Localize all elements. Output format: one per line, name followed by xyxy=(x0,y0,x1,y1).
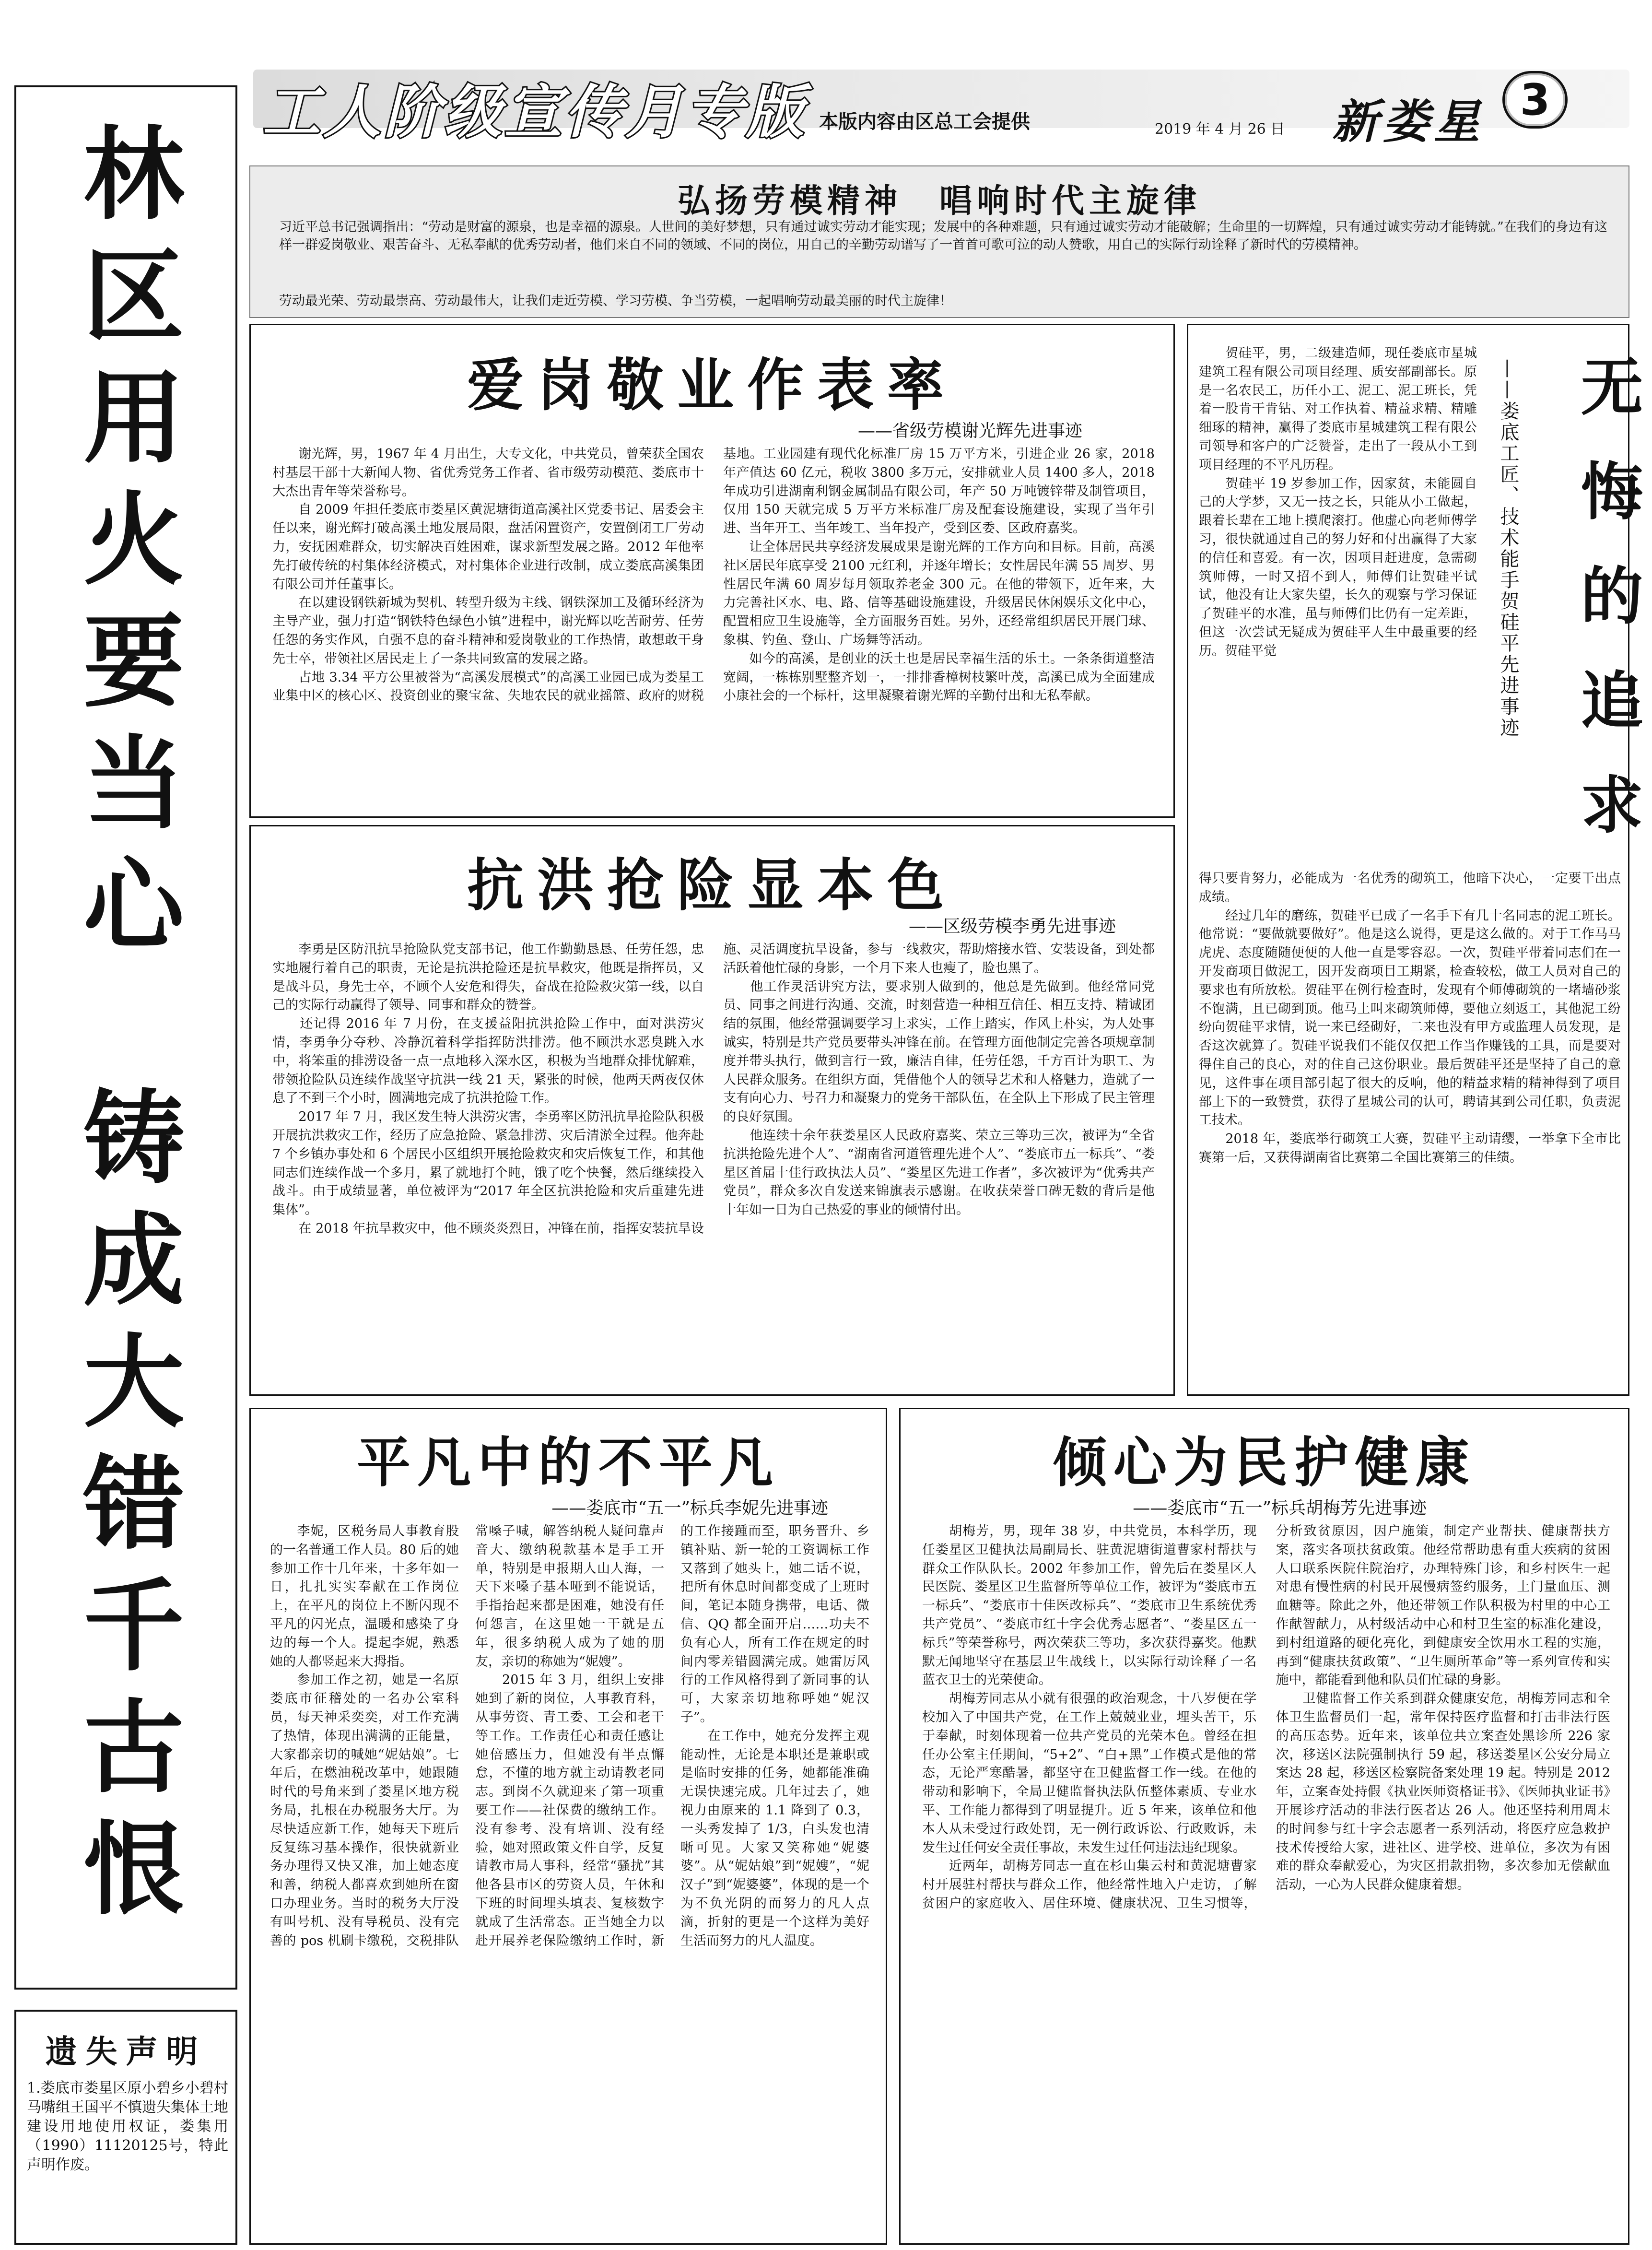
article-card-aigang xyxy=(249,324,1175,818)
article-card-qingxin xyxy=(899,1408,1629,2245)
lost-notice-title: 遗失声明 xyxy=(45,2033,207,2070)
provider-note: 本版内容由区总工会提供 xyxy=(819,111,1030,133)
issue-date: 2019 年 4 月 26 日 xyxy=(1155,121,1285,138)
lost-notice-text: 1.娄底市娄星区原小碧乡小碧村马嘴组王国平不慎遗失集体土地建设用地使用权证，娄集用（1990）11120125号，特此声明作废。 xyxy=(27,2080,228,2173)
article-body-kanghong: 李勇是区防汛抗旱抢险队党支部书记，他工作勤勤恳恳、任劳任怨，忠实地履行着自己的职责，无论是抗洪抢险还是抗旱救灾，他既是指挥员，又是战斗员，身先士卒，不顾个人安危和得失，奋战在抢险救灾第一线，以自己的实际行动赢得了领导、同事和群众的赞誉。 还记得 2016 年 7 月份，在支援益阳抗洪抢险工作中，面对洪涝灾情，李勇争分夺秒、冷静沉着科学指挥防洪排涝。他不顾洪水恶臭跳入水中，将笨重的排涝设备一点一点地移入深水区，积极为当地群众排忧解难，带领抢险队员连续作战坚守抗洪一线 21 天，紧张的时候，他两天两夜仅休息了不到三个小时，圆满地完成了抗洪抢险工作。 2017 年 7 月，我区发生特大洪涝灾害，李勇率区防汛抗旱抢险队积极开展抗洪救灾工作，经历了应急抢险、紧急排涝、灾后清淤全过程。他奔赴 7 个乡镇办事处和 6 个居民小区组织开展抢险救灾和灾后恢复工作，和其他同志们连续作战一个多月，累了就地打个盹，饿了吃个快餐，然后继续投入战斗。由于成绩显著，单位被评为“2017 年全区抗洪抢险和灾后重建先进集体”。 在 2018 年抗旱救灾中，他不顾炎炎烈日，冲锋在前，指挥安装抗旱设施、灵活调度抗旱设备，参与一线救灾，帮助熔接水管、安装设备，到处都活跃着他忙碌的身影，一个月下来人也瘦了，脸也黑了。 他工作灵活讲究方法，要求别人做到的，他总是先做到。他经常同党员、同事之间进行沟通、交流，时刻营造一种相互信任、相互支持、精诚团结的氛围，他经常强调要学习上求实，工作上踏实，作风上朴实，为人处事诚实，特别是共产党员要带头冲锋在前。在管理方面他制定完善各项规章制度并带头执行，做到言行一致，廉洁自律，任劳任怨，千方百计为职工、为人民群众服务。在组织方面，凭借他个人的领导艺术和人格魅力，造就了一支有向心力、号召力和凝聚力的党务干部队伍，在全队上下形成了民主管理的良好氛围。 他连续十余年获娄星区人民政府嘉奖、荣立三等功三次，被评为“全省抗洪抢险先进个人”、“湖南省河道管理先进个人”、“娄底市五一标兵”、“娄星区首届十佳行政执法人员”、“娄星区先进工作者”，多次被评为“优秀共产党员”，群众多次自发送来锦旗表示感谢。在收获荣誉口碑无数的背后是他十年如一日为自己热爱的事业的倾情付出。 xyxy=(272,942,1155,1236)
slogan-line-1: 林区用火要当心 xyxy=(67,121,184,974)
article-byline-pingfan: ——娄底市“五一”标兵李妮先进事迹 xyxy=(551,1498,828,1518)
article-byline-wuhui: ——娄底工匠、技术能手贺硅平先进事迹 xyxy=(1497,359,1519,739)
banner-closing: 劳动最光荣、劳动最崇高、劳动最伟大，让我们走近劳模、学习劳模、争当劳模，一起唱响劳动最美丽的时代主旋律！ xyxy=(279,294,952,308)
article-byline-kanghong: ——区级劳模李勇先进事迹 xyxy=(908,917,1116,936)
article-title-qingxin: 倾心为民护健康 xyxy=(1053,1432,1476,1494)
paper-name: 新娄星 xyxy=(1332,94,1485,149)
article-card-kanghong xyxy=(249,825,1175,1396)
page-number: 3 xyxy=(1520,75,1550,125)
article-title-kanghong: 抗洪抢险显本色 xyxy=(467,852,957,919)
article-byline-qingxin: ——娄底市“五一”标兵胡梅芳先进事迹 xyxy=(1133,1498,1427,1518)
section-title: 工人阶级宣传月专版 xyxy=(263,79,807,146)
banner-title: 弘扬劳模精神 唱响时代主旋律 xyxy=(677,182,1201,220)
article-byline-aigang: ——省级劳模谢光辉先进事迹 xyxy=(857,421,1082,441)
banner-intro: 习近平总书记强调指出：“劳动是财富的源泉，也是幸福的源泉。人世间的美好梦想，只有通过诚实劳动才能实现；发展中的各种难题，只有通过诚实劳动才能破解；生命里的一切辉煌，只有通过诚实劳动才能铸就。”在我们的身边有这样一群爱岗敬业、艰苦奋斗、无私奉献的优秀劳动者，他们来自不同的领域、不同的岗位，用自己的辛勤劳动谱写了一首首可歌可泣的动人赞歌，用自己的实际行动诠释了新时代的劳模精神。 xyxy=(279,220,1607,252)
masthead xyxy=(253,0,1629,165)
article-body-pingfan: 李妮，区税务局人事教育股的一名普通工作人员。80 后的她参加工作十几年来，十多年如一日，扎扎实实奉献在工作岗位上，在平凡的岗位上不断闪现不平凡的闪光点，温暖和感染了身边的每一个人。提起李妮，熟悉她的人都竖起来大拇指。 参加工作之初，她是一名原娄底市征稽处的一名办公室科员，每天神采奕奕，对工作充满了热情，体现出满满的正能量，大家都亲切的喊她“妮姑娘”。七年后，在燃油税改革中，她跟随时代的号角来到了娄星区地方税务局，扎根在办税服务大厅。为尽快适应新工作，她每天下班后反复练习基本操作，很快就新业务办理得又快又准，加上她态度和善，纳税人都喜欢到她所在窗口办理业务。当时的税务大厅没有叫号机、没有导税员、没有完善的 pos 机刷卡缴税，交税排队常嗓子喊，解答纳税人疑问靠声音大、缴纳税款基本是手工开单，特别是申报期人山人海，一天下来嗓子基本哑到不能说话，手指抬起来都是困难，她没有任何怨言，在这里她一干就是五年，很多纳税人成为了她的朋友，亲切的称她为“妮嫂”。 2015 年 3 月，组织上安排她到了新的岗位，人事教育科，从事劳资、青工委、工会和老干等工作。工作责任心和责任感让她倍感压力，但她没有半点懈怠，不懂的地方就主动请教老同志。到岗不久就迎来了第一项重要工作——社保费的缴纳工作。没有参考、没有培训、没有经验，她对照政策文件自学，反复请教市局人事科，经常“骚扰”其他各县市区的劳资人员，午休和下班的时间埋头填表、复核数字就成了生活常态。正当她全力以赴开展养老保险缴纳工作时，新的工作接踵而至，职务晋升、乡镇补贴、新一轮的工资调标工作又落到了她头上，她二话不说，把所有休息时间都变成了上班时间，笔记本随身携带，电话、微信、QQ 都全面开启……功夫不负有心人，所有工作在规定的时间内零差错圆满完成。她雷厉风行的工作风格得到了新同事的认可，大家亲切地称呼她“妮汉子”。 在工作中，她充分发挥主观能动性，无论是本职还是兼职或是临时安排的任务，她都能准确无误快速完成。几年过去了，她视力由原来的 1.1 降到了 0.3，一头秀发掉了 1/3，白头发也清晰可见。大家又笑称她“妮婆婆”。从“妮姑娘”到“妮嫂”，“妮汉子”到“妮婆婆”，体现的是一个为不负光阴的而努力的凡人点滴，折射的更是一个这样为美好生活而努力的凡人温度。 xyxy=(270,1524,869,1948)
article-body-aigang: 谢光辉，男，1967 年 4 月出生，大专文化，中共党员，曾荣获全国农村基层干部十大新闻人物、省优秀党务工作者、省市级劳动模范、娄底市十大杰出青年等荣誉称号。 自 2009 年担任娄底市娄星区黄泥塘街道高溪社区党委书记、居委会主任以来，谢光辉打破高溪土地发展局限，盘活闲置资产，安置倒闭工厂劳动力，安抚困难群众，切实解决百姓困难，谋求新型发展之路。2012 年他率先打破传统的村集体经济模式，对村集体企业进行改制，成立娄底高溪集团有限公司并任董事长。 在以建设钢铁新城为契机、转型升级为主线、钢铁深加工及循环经济为主导产业，强力打造“钢铁特色绿色小镇”进程中，谢光辉以吃苦耐劳、任劳任怨的务实作风，自强不息的奋斗精神和爱岗敬业的工作热情，敢想敢干身先士卒，带领社区居民走上了一条共同致富的发展之路。 占地 3.34 平方公里被誉为“高溪发展模式”的高溪工业园已成为娄星工业集中区的核心区、投资创业的聚宝盆、失地农民的就业摇篮、政府的财税基地。工业园建有现代化标准厂房 15 万平方米，引进企业 26 家，2018 年产值达 60 亿元，税收 3800 多万元，安排就业人员 1400 多人，2018 年成功引进湖南利钢金属制品有限公司，年产 50 万吨镀锌带及制管项目，仅用 150 天就完成 5 万平方米标准厂房及配套设施建设，实现了当年引进、当年开工、当年竣工、当年投产，受到区委、区政府嘉奖。 让全体居民共享经济发展成果是谢光辉的工作方向和目标。目前，高溪社区居民年底享受 2100 元红利，并逐年增长；女性居民年满 55 周岁、男性居民年满 60 周岁每月领取养老金 300 元。在他的带领下，近年来，大力完善社区水、电、路、信等基础设施建设，升级居民休闲娱乐文化中心，配置相应卫生设施等，全方面服务百姓。另外，还经常组织居民开展门球、象棋、钓鱼、登山、广场舞等活动。 如今的高溪，是创业的沃土也是居民幸福生活的乐土。一条条街道整洁宽阔，一栋栋别墅整齐划一，一排排香樟树枝繁叶茂，高溪已成为全面建成小康社会的一个标杆，这里凝聚着谢光辉的辛勤付出和无私奉献。 xyxy=(272,447,1155,704)
lost-notice xyxy=(14,2010,237,2245)
article-body-qingxin: 胡梅芳，男，现年 38 岁，中共党员，本科学历，现任娄星区卫健执法局副局长、驻黄泥塘街道曹家村帮扶与群众工作队队长。2002 年参加工作，曾先后在娄星区人民医院、娄星区卫生监督所等单位工作，被评为“娄底市五一标兵”、“娄底市十佳医改标兵”、“娄底市卫生系统优秀共产党员”、“娄底市红十字会优秀志愿者”、“娄星区五一标兵”等荣誉称号，两次荣获三等功，多次获得嘉奖。他默默无闻地坚守在基层卫生战线上，以实际行动诠释了一名蓝衣卫士的光荣使命。 胡梅芳同志从小就有很强的政治观念，十八岁便在学校加入了中国共产党，在工作上兢兢业业，埋头苦干，乐于奉献，时刻体现着一位共产党员的光荣本色。曾经在担任办公室主任期间，“5+2”、“白+黑”工作模式是他的常态，无论严寒酷暑，都坚守在卫健监督工作一线。在他的带动和影响下，全局卫健监督执法队伍整体素质、专业水平、工作能力都得到了明显提升。近 5 年来，该单位和他本人从未受过行政处罚，无一例行政诉讼、行政败诉，未发生过任何安全责任事故，未发生过任何违法违纪现象。 近两年，胡梅芳同志一直在杉山集云村和黄泥塘曹家村开展驻村帮扶与群众工作，他经常性地入户走访，了解贫困户的家庭收入、居住环境、健康状况、卫生习惯等，分析致贫原因，因户施策，制定产业帮扶、健康帮扶方案，落实各项扶贫政策。他经常帮助患有重大疾病的贫困人口联系医院住院治疗，办理特殊门诊，和乡村医生一起对患有慢性病的村民开展慢病签约服务，上门量血压、测血糖等。除此之外，他还带领工作队积极为村里的中心工作献智献力，从村级活动中心和村卫生室的标准化建设，到村组道路的硬化亮化，到健康安全饮用水工程的实施，再到“健康扶贫政策”、“卫生厕所革命”等一系列宣传和实施中，都能看到他和队员们忙碌的身影。 卫健监督工作关系到群众健康安危，胡梅芳同志和全体卫生监督员们一起，常年保持医疗监督和打击非法行医的高压态势。近年来，该单位共立案查处黑诊所 226 家次，移送区法院强制执行 59 起，移送娄星区公安分局立案达 28 起，移送区检察院备案处理 19 起。特别是 2012 年，立案查处持假《执业医师资格证书》、《医师执业证书》开展诊疗活动的非法行医者达 26 人。他还坚持利用周末的时间参与红十字会志愿者一系列活动，将医疗应急救护技术传授给大家，进社区、进学校、进单位，多次为有困难的群众奉献爱心，为灾区捐款捐物，多次参加无偿献血活动，一心为人民群众健康着想。 xyxy=(922,1524,1610,1911)
article-title-aigang: 爱岗敬业作表率 xyxy=(467,352,957,418)
article-title-wuhui: 无悔的追求 xyxy=(1570,354,1643,877)
article-body-wuhui-top: 贺硅平，男，二级建造师，现任娄底市星城建筑工程有限公司项目经理、质安部副部长。原是一名农民工，历任小工、泥工、泥工班长，凭着一股肯干肯钻、对工作执着、精益求精、精雕细琢的精神，赢得了娄底市星城建筑工程有限公司领导和客户的广泛赞誉，走出了一段从小工到项目经理的不平凡历程。 贺硅平 19 岁参加工作，因家贫，未能圆自己的大学梦，又无一技之长，只能从小工做起，跟着长辈在工地上摸爬滚打。他虚心向老师傅学习，很快就通过自己的努力好和付出赢得了大家的信任和喜爱。有一次，因项目赶进度，急需砌筑师傅，一时又招不到人，师傅们让贺硅平试试，他没有让大家失望，长久的观察与学习保证了贺硅平的水准，虽与师傅们比仍有一定差距，但这一次尝试无疑成为贺硅平人生中最重要的经历。贺硅平觉 xyxy=(1199,346,1477,659)
article-card-pingfan xyxy=(249,1408,887,2245)
article-card-wuhui xyxy=(1187,324,1643,1396)
article-title-pingfan: 平凡中的不平凡 xyxy=(357,1432,780,1494)
banner xyxy=(249,165,1629,318)
article-body-wuhui-bottom: 得只要肯努力，必能成为一名优秀的砌筑工，他暗下决心，一定要干出点成绩。 经过几年的磨练，贺硅平已成了一名手下有几十名同志的泥工班长。他常说：“要做就要做好”。他是这么说得，更是这么做的。对于工作马马虎虎、态度随随便便的人他一直是零容忍。一次，贺硅平带着同志们在一开发商项目做泥工，因开发商项目工期紧，检查较松，做工人员对自己的要求也有所放松。贺硅平在例行检查时，发现有个师傅砌筑的一堵墙砂浆不饱满，且已砌到顶。他马上叫来砌筑师傅，要他立刻返工，其他泥工纷纷向贺硅平求情，说一来已经砌好，二来也没有甲方或监理人员发现，是否这次就算了。贺硅平说我们不能仅仅把工作当作赚钱的工具，而是要对得住自己的良心，对的住自己这份职业。最后贺硅平还是坚持了自己的意见，这件事在项目部引起了很大的反响，他的精益求精的精神得到了项目部上下的一致赞赏，获得了星城公司的认可，聘请其到公司任职，负责泥工技术。 2018 年，娄底举行砌筑工大赛，贺硅平主动请缨，一举拿下全市比赛第一后，又获得湖南省比赛第二全国比赛第三的佳绩。 xyxy=(1199,871,1621,1165)
slogan-line-2: 铸成大错千古恨 xyxy=(67,1085,184,1938)
slogan-box xyxy=(14,85,237,1990)
page-number-badge xyxy=(1502,71,1568,129)
